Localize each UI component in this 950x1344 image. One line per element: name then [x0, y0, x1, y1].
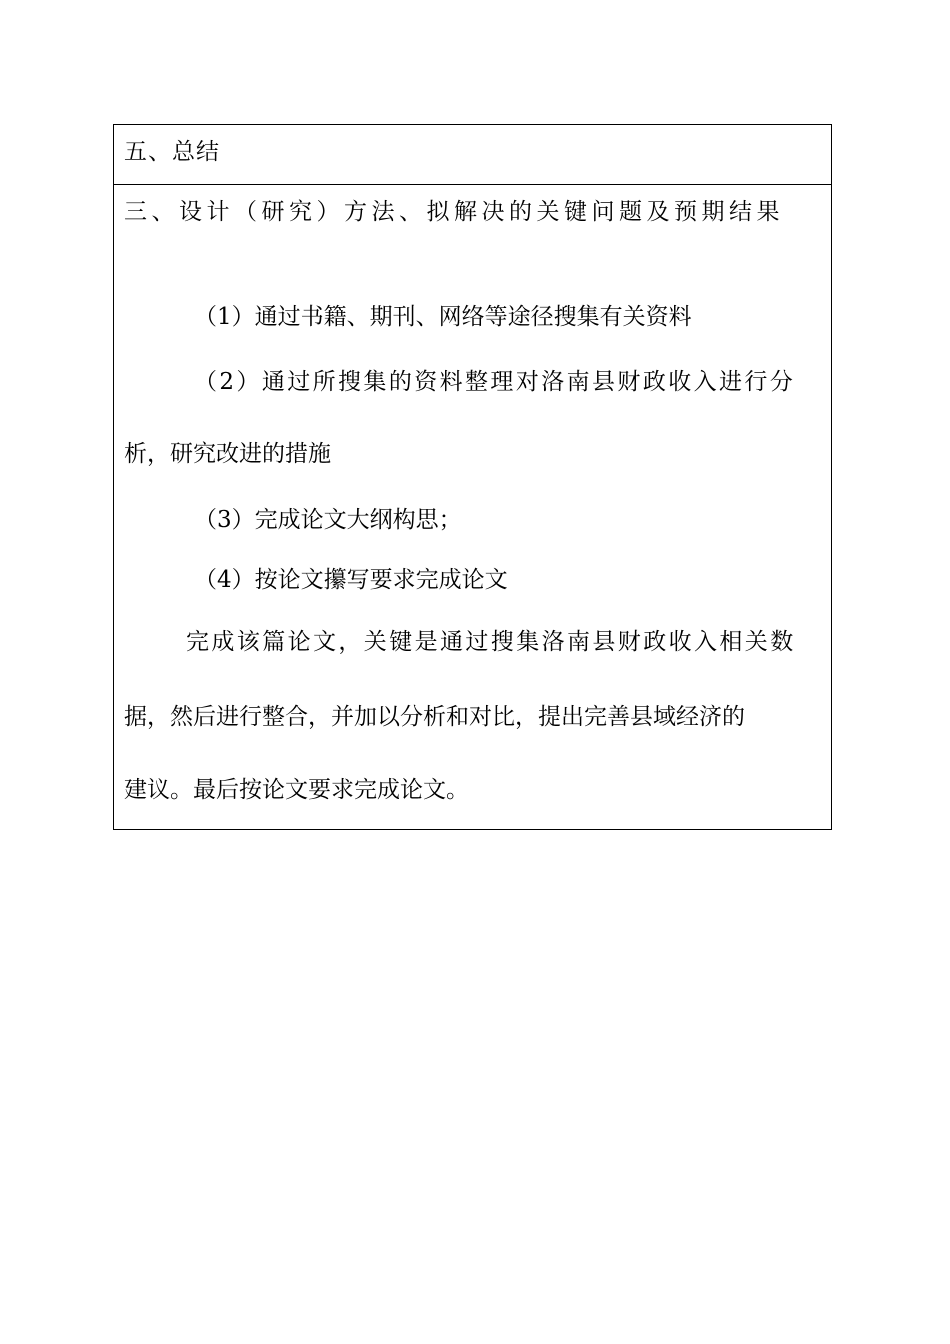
summary-line-1: 完成该篇论文，关键是通过搜集洛南县财政收入相关数 — [186, 629, 796, 655]
step-2-continuation: 析，研究改进的措施 — [124, 441, 331, 467]
section-title: 五、总结 — [124, 139, 220, 165]
step-1: （1）通过书籍、期刊、网络等途径搜集有关资料 — [194, 304, 692, 330]
row-divider — [114, 184, 831, 185]
step-4: （4）按论文攥写要求完成论文 — [194, 567, 508, 593]
summary-line-3: 建议。最后按论文要求完成论文。 — [124, 777, 469, 803]
section-heading: 三、设计（研究）方法、拟解决的关键问题及预期结果 — [124, 199, 784, 225]
form-table — [113, 124, 832, 830]
step-2: （2）通过所搜集的资料整理对洛南县财政收入进行分 — [194, 369, 796, 395]
summary-line-2: 据，然后进行整合，并加以分析和对比，提出完善县域经济的 — [124, 704, 745, 730]
step-3: （3）完成论文大纲构思； — [194, 507, 462, 533]
